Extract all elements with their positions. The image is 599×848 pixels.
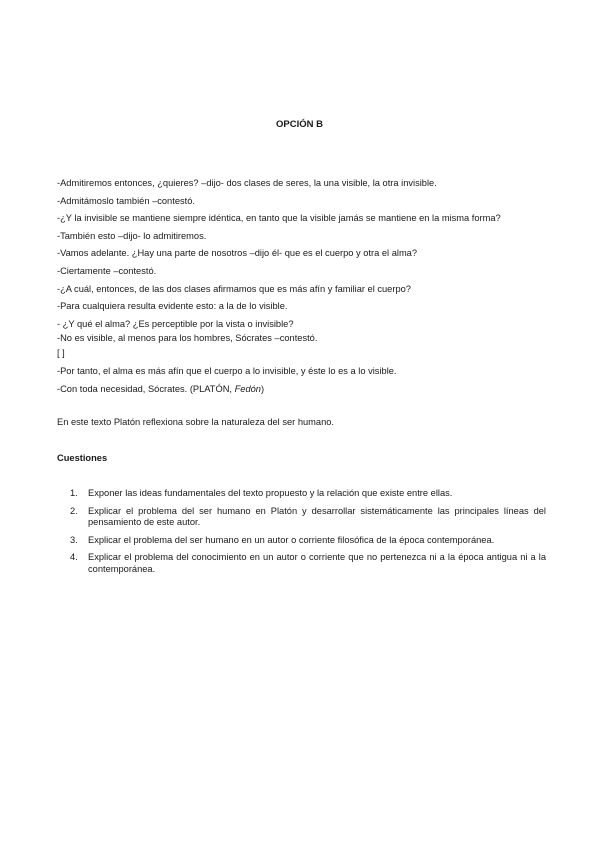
dialogue-line: -¿Y la invisible se mantiene siempre idéntica, en tanto que la visible jamás se mantiene en la misma forma?	[57, 213, 501, 224]
dialogue-line: -Por tanto, el alma es más afín que el cuerpo a lo invisible, y éste lo es a lo visible.	[57, 366, 397, 377]
intro-paragraph: En este texto Platón reflexiona sobre la naturaleza del ser humano.	[57, 417, 335, 427]
dialogue-line: -Vamos adelante. ¿Hay una parte de nosotros –dijo él- que es el cuerpo y otra el alma?	[57, 248, 418, 259]
dialogue-omission: [ ]	[57, 348, 65, 359]
dialogue-line: -Ciertamente –contestó.	[57, 265, 157, 276]
question-number: 4.	[70, 552, 78, 562]
dialogue-line: -También esto –dijo- lo admitiremos.	[57, 230, 207, 241]
dialogue-line: - ¿Y qué el alma? ¿Es perceptible por la vista o invisible?	[57, 318, 294, 329]
dialogue-line: -Para cualquiera resulta evidente esto: a la de lo visible.	[57, 301, 288, 312]
citation-close: )	[260, 383, 265, 394]
question-number: 3.	[70, 534, 78, 545]
dialogue-line: -No es visible, al menos para los hombres, Sócrates –contestó.	[57, 333, 318, 344]
dialogue-line: -¿A cuál, entonces, de las dos clases afirmamos que es más afín y familiar el cuerpo?	[57, 283, 411, 294]
dialogue-line-citation	[57, 381, 557, 399]
question-text: Explicar el problema del conocimiento en un autor o corriente que no pertenezca ni a la época antigua ni a la contemporánea.	[88, 552, 546, 574]
dialogue-line: -Admitámoslo también –contestó.	[57, 195, 195, 206]
questions-heading: Cuestiones	[57, 453, 108, 463]
question-number: 1.	[70, 488, 78, 498]
question-item	[70, 535, 546, 547]
question-item	[70, 488, 546, 500]
question-text: Explicar el problema del ser humano en un autor o corriente filosófica de la época contemporánea.	[88, 534, 495, 545]
page-title: OPCIÓN B	[276, 119, 323, 130]
question-text: Explicar el problema del ser humano en Platón y desarrollar sistemáticamente las principales líneas del pensamiento de este autor.	[88, 505, 546, 527]
questions-list	[70, 488, 546, 581]
question-item	[70, 552, 546, 575]
dialogue-text	[57, 175, 557, 399]
citation-work-title: Fedón	[234, 383, 261, 394]
citation-text: -Con toda necesidad, Sócrates. (PLATÓN,	[57, 383, 235, 394]
question-item	[70, 506, 546, 529]
dialogue-line: -Admitiremos entonces, ¿quieres? –dijo- dos clases de seres, la una visible, la otra invisible.	[57, 178, 437, 188]
question-text: Exponer las ideas fundamentales del texto propuesto y la relación que existe entre ellas.	[88, 488, 453, 498]
question-number: 2.	[70, 505, 78, 516]
